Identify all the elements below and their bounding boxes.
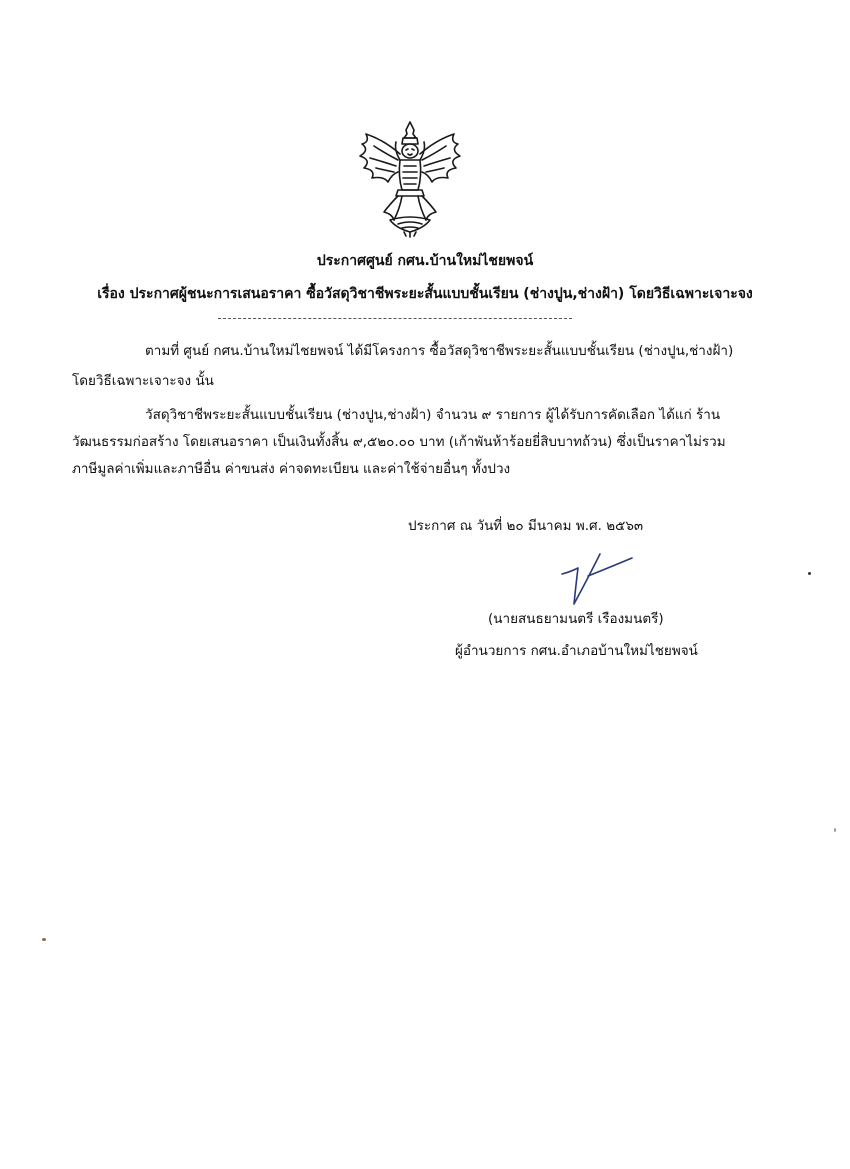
scan-speck xyxy=(808,572,811,575)
paragraph-2-line-1: วัสดุวิชาชีพระยะสั้นแบบชั้นเรียน (ช่างปูน,ช่างฝ้า) จำนวน ๙ รายการ ผู้ได้รับการคัดเลือก ได้แก่ ร้าน xyxy=(145,407,721,423)
announcement-date: ประกาศ ณ วันที่ ๒๐ มีนาคม พ.ศ. ๒๕๖๓ xyxy=(408,518,644,534)
handwritten-signature xyxy=(548,548,638,606)
signatory-position: ผู้อำนวยการ กศน.อำเภอบ้านใหม่ไชยพจน์ xyxy=(455,643,698,659)
scan-speck xyxy=(42,938,46,941)
signatory-name: (นายสนธยามนตรี เรืองมนตรี) xyxy=(488,611,664,627)
scan-speck xyxy=(834,828,836,832)
document-title: ประกาศศูนย์ กศน.บ้านใหม่ไชยพจน์ xyxy=(316,253,534,269)
document-subject: เรื่อง ประกาศผู้ชนะการเสนอราคา ซื้อวัสดุวิชาชีพระยะสั้นแบบชั้นเรียน (ช่างปูน,ช่างฝ้า) โดยวิธีเฉพาะเจาะจง xyxy=(97,286,753,302)
paragraph-1-line-2: โดยวิธีเฉพาะเจาะจง นั้น xyxy=(72,373,214,389)
paragraph-2-line-2: วัฒนธรรมก่อสร้าง โดยเสนอราคา เป็นเงินทั้งสิ้น ๙,๕๒๐.๐๐ บาท (เก้าพันห้าร้อยยี่สิบบาทถ้วน) ซึ่งเป็นราคาไม่รวม xyxy=(72,434,726,450)
garuda-emblem-icon xyxy=(354,120,466,238)
paragraph-2-line-3: ภาษีมูลค่าเพิ่มและภาษีอื่น ค่าขนส่ง ค่าจดทะเบียน และค่าใช้จ่ายอื่นๆ ทั้งปวง xyxy=(72,461,511,477)
paragraph-1-line-1: ตามที่ ศูนย์ กศน.บ้านใหม่ไชยพจน์ ได้มีโครงการ ซื้อวัสดุวิชาชีพระยะสั้นแบบชั้นเรียน (ช่างปูน,ช่างฝ้า) xyxy=(145,343,734,359)
separator-line xyxy=(218,318,572,319)
